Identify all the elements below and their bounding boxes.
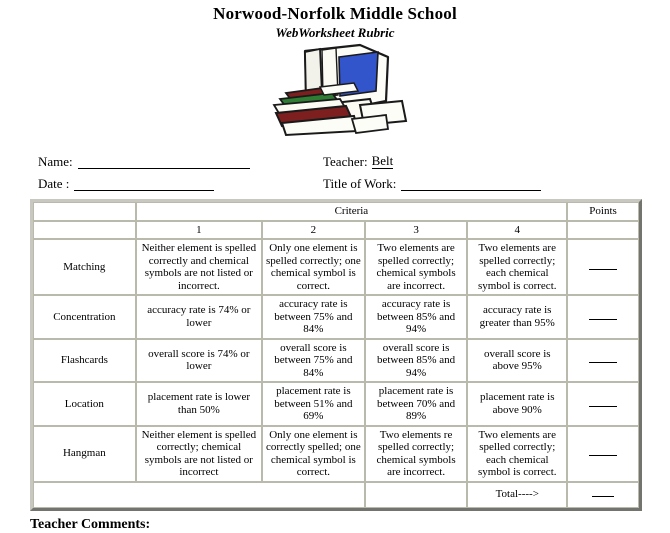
criterion-label: Hangman [33,426,136,482]
criterion-descriptor: Neither element is spelled correctly and chemical symbols are not listed or incorrect. [136,239,262,295]
level-header-2: 2 [262,221,365,240]
name-input-blank[interactable] [78,155,250,169]
criterion-descriptor: Two elements are spelled correctly; each chemical symbol is correct. [467,239,567,295]
criterion-descriptor: Two elements are spelled correctly; each chemical symbol is correct. [467,426,567,482]
teacher-label: Teacher: [323,154,368,169]
date-input-blank[interactable] [74,177,214,191]
criterion-descriptor: Neither element is spelled correctly; chemical symbols are not listed or incorrect [136,426,262,482]
criterion-descriptor: overall score is 74% or lower [136,339,262,383]
computer-and-books-icon [260,43,410,139]
points-blank-line [589,448,617,456]
points-blank-line [589,399,617,407]
field-row-date-title [38,169,648,191]
date-label: Date : [38,176,70,191]
points-entry-cell[interactable] [567,382,639,426]
criterion-descriptor: Only one element is correctly spelled; one chemical symbol is correct. [262,426,365,482]
title-of-work-input-blank[interactable] [401,177,541,191]
criterion-descriptor: accuracy rate is greater than 95% [467,295,567,339]
criteria-header: Criteria [136,202,567,221]
table-row [33,295,639,339]
field-row-name-teacher [38,147,648,169]
criterion-label: Matching [33,239,136,295]
level-corner-cell [33,221,136,240]
total-row-spacer-2 [365,482,468,508]
teacher-comments-label: Teacher Comments: [30,516,151,532]
title-of-work-label: Title of Work: [323,176,397,191]
table-row [33,382,639,426]
teacher-value: Belt [371,153,394,168]
criterion-descriptor: overall score is above 95% [467,339,567,383]
criterion-descriptor: Two elements re spelled correctly; chemical symbols are incorrect. [365,426,468,482]
level-header-3: 3 [365,221,468,240]
teacher-field-group [323,154,648,169]
date-field-group [38,176,323,191]
criterion-descriptor: accuracy rate is between 85% and 94% [365,295,468,339]
points-entry-cell[interactable] [567,426,639,482]
criterion-descriptor: Two elements are spelled correctly; chemical symbols are incorrect. [365,239,468,295]
criterion-descriptor: placement rate is between 70% and 89% [365,382,468,426]
total-row-spacer [33,482,365,508]
total-row [33,482,639,508]
criterion-descriptor: placement rate is between 51% and 69% [262,382,365,426]
table-row [33,239,639,295]
criterion-label: Flashcards [33,339,136,383]
points-entry-cell[interactable] [567,295,639,339]
name-field-group [38,154,323,169]
total-points-cell[interactable] [567,482,639,508]
total-label: Total----> [467,482,567,508]
criterion-descriptor: overall score is between 75% and 84% [262,339,365,383]
rubric-table-container [30,199,645,511]
school-title: Norwood-Norfolk Middle School [213,4,457,23]
points-header: Points [567,202,639,221]
rubric-subtitle: WebWorksheet Rubric [275,25,395,40]
table-row [33,426,639,482]
criterion-label: Concentration [33,295,136,339]
clipart-container [0,43,670,139]
level-header-1: 1 [136,221,262,240]
form-fields [0,147,670,191]
rubric-table [30,199,642,511]
points-header-spacer [567,221,639,240]
points-blank-line [589,355,617,363]
total-blank-line [592,489,614,497]
corner-cell [33,202,136,221]
name-label: Name: [38,154,73,169]
points-blank-line [589,312,617,320]
level-header-row [33,221,639,240]
criterion-label: Location [33,382,136,426]
points-entry-cell[interactable] [567,339,639,383]
criterion-descriptor: Only one element is spelled correctly; one chemical symbol is correct. [262,239,365,295]
criterion-descriptor: accuracy rate is 74% or lower [136,295,262,339]
table-header-row [33,202,639,221]
criterion-descriptor: placement rate is lower than 50% [136,382,262,426]
criterion-descriptor: accuracy rate is between 75% and 84% [262,295,365,339]
title-of-work-field-group [323,176,648,191]
criterion-descriptor: overall score is between 85% and 94% [365,339,468,383]
table-row [33,339,639,383]
criterion-descriptor: placement rate is above 90% [467,382,567,426]
page-header [0,0,670,41]
points-entry-cell[interactable] [567,239,639,295]
level-header-4: 4 [467,221,567,240]
points-blank-line [589,262,617,270]
